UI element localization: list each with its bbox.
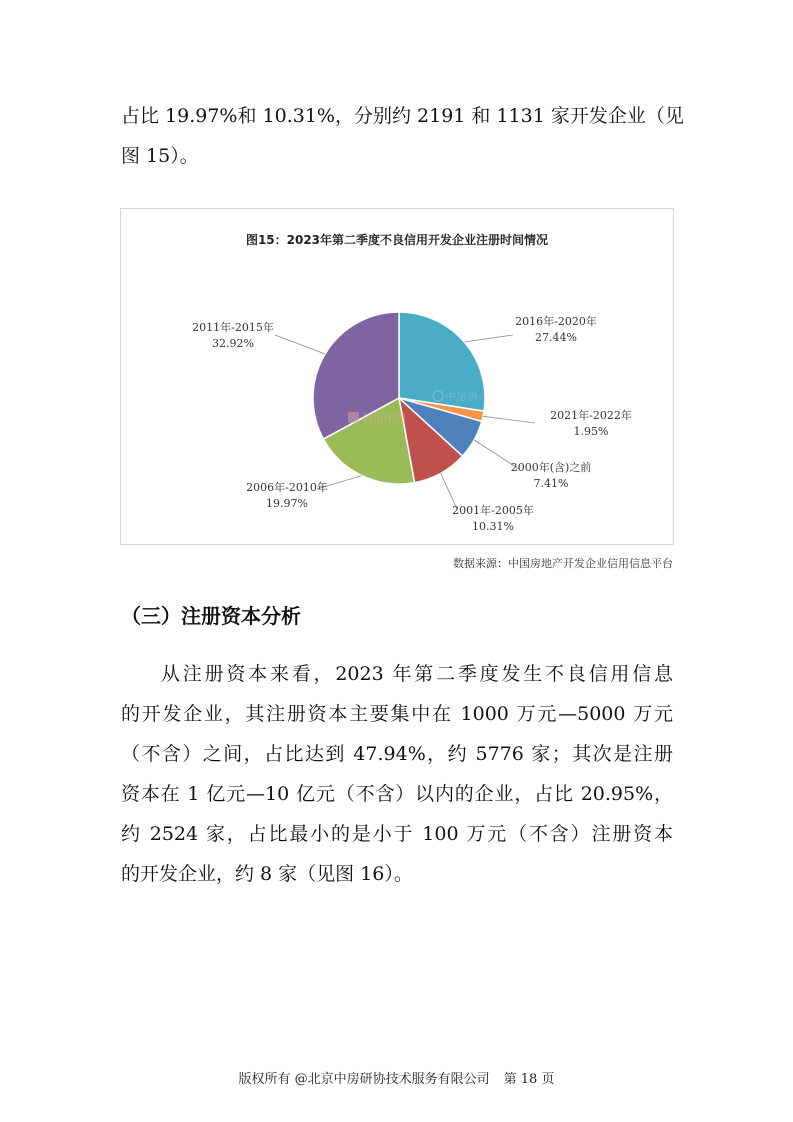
slice-label-2016-2020: 2016年-2020年	[515, 315, 597, 328]
paragraph-line: 约 2524 家，占比最小的是小于 100 万元（不含）注册资本	[121, 823, 673, 845]
paragraph-line: （不含）之间，占比达到 47.94%，约 5776 家；其次是注册	[121, 743, 673, 765]
slice-value-2011-2015: 32.92%	[212, 337, 254, 350]
slice-label-2021-2022: 2021年-2022年	[550, 409, 632, 422]
section-heading: （三）注册资本分析	[121, 604, 301, 628]
chart-title: 图15：2023年第二季度不良信用开发企业注册时间情况	[245, 233, 549, 247]
slice-value-2000-before: 7.41%	[533, 477, 569, 490]
leader-line	[483, 416, 535, 423]
slice-value-2006-2010: 19.97%	[266, 497, 308, 510]
chart-source: 数据来源：中国房地产开发企业信用信息平台	[453, 557, 673, 570]
paragraph-line: 占比 19.97%和 10.31%，分别约 2191 和 1131 家开发企业（见	[121, 105, 684, 127]
leader-line	[464, 335, 513, 342]
pie-chart	[121, 209, 673, 544]
svg-text:中房协: 中房协	[445, 390, 478, 403]
page-footer	[0, 1068, 793, 1087]
page-number: 第 18 页	[503, 1072, 555, 1087]
pie-chart-figure	[120, 208, 674, 545]
paragraph-line: 资本在 1 亿元—10 亿元（不含）以内的企业，占比 20.95%，	[121, 783, 673, 805]
slice-label-2006-2010: 2006年-2010年	[246, 481, 328, 494]
slice-value-2016-2020: 27.44%	[535, 331, 577, 344]
paragraph-line: 图 15）。	[121, 145, 199, 167]
paragraph-line: 的开发企业，其注册资本主要集中在 1000 万元—5000 万元	[121, 703, 673, 725]
slice-value-2001-2005: 10.31%	[472, 520, 514, 533]
slice-value-2021-2022: 1.95%	[573, 425, 609, 438]
paragraph-line: 的开发企业，约 8 家（见图 16）。	[121, 863, 413, 885]
paragraph-line: 从注册资本来看，2023 年第二季度发生不良信用信息	[161, 663, 673, 685]
paragraph-main	[121, 654, 673, 894]
slice-label-2001-2005: 2001年-2005年	[452, 504, 534, 517]
slice-label-2000-before: 2000年(含)之前	[510, 461, 592, 474]
slice-label-2011-2015: 2011年-2015年	[192, 321, 274, 334]
footer-copyright: 版权所有 @北京中房研协技术服务有限公司	[238, 1072, 490, 1087]
paragraph-top	[121, 96, 684, 176]
svg-text:信用中国: 信用中国	[362, 412, 406, 425]
leader-line	[275, 335, 325, 354]
